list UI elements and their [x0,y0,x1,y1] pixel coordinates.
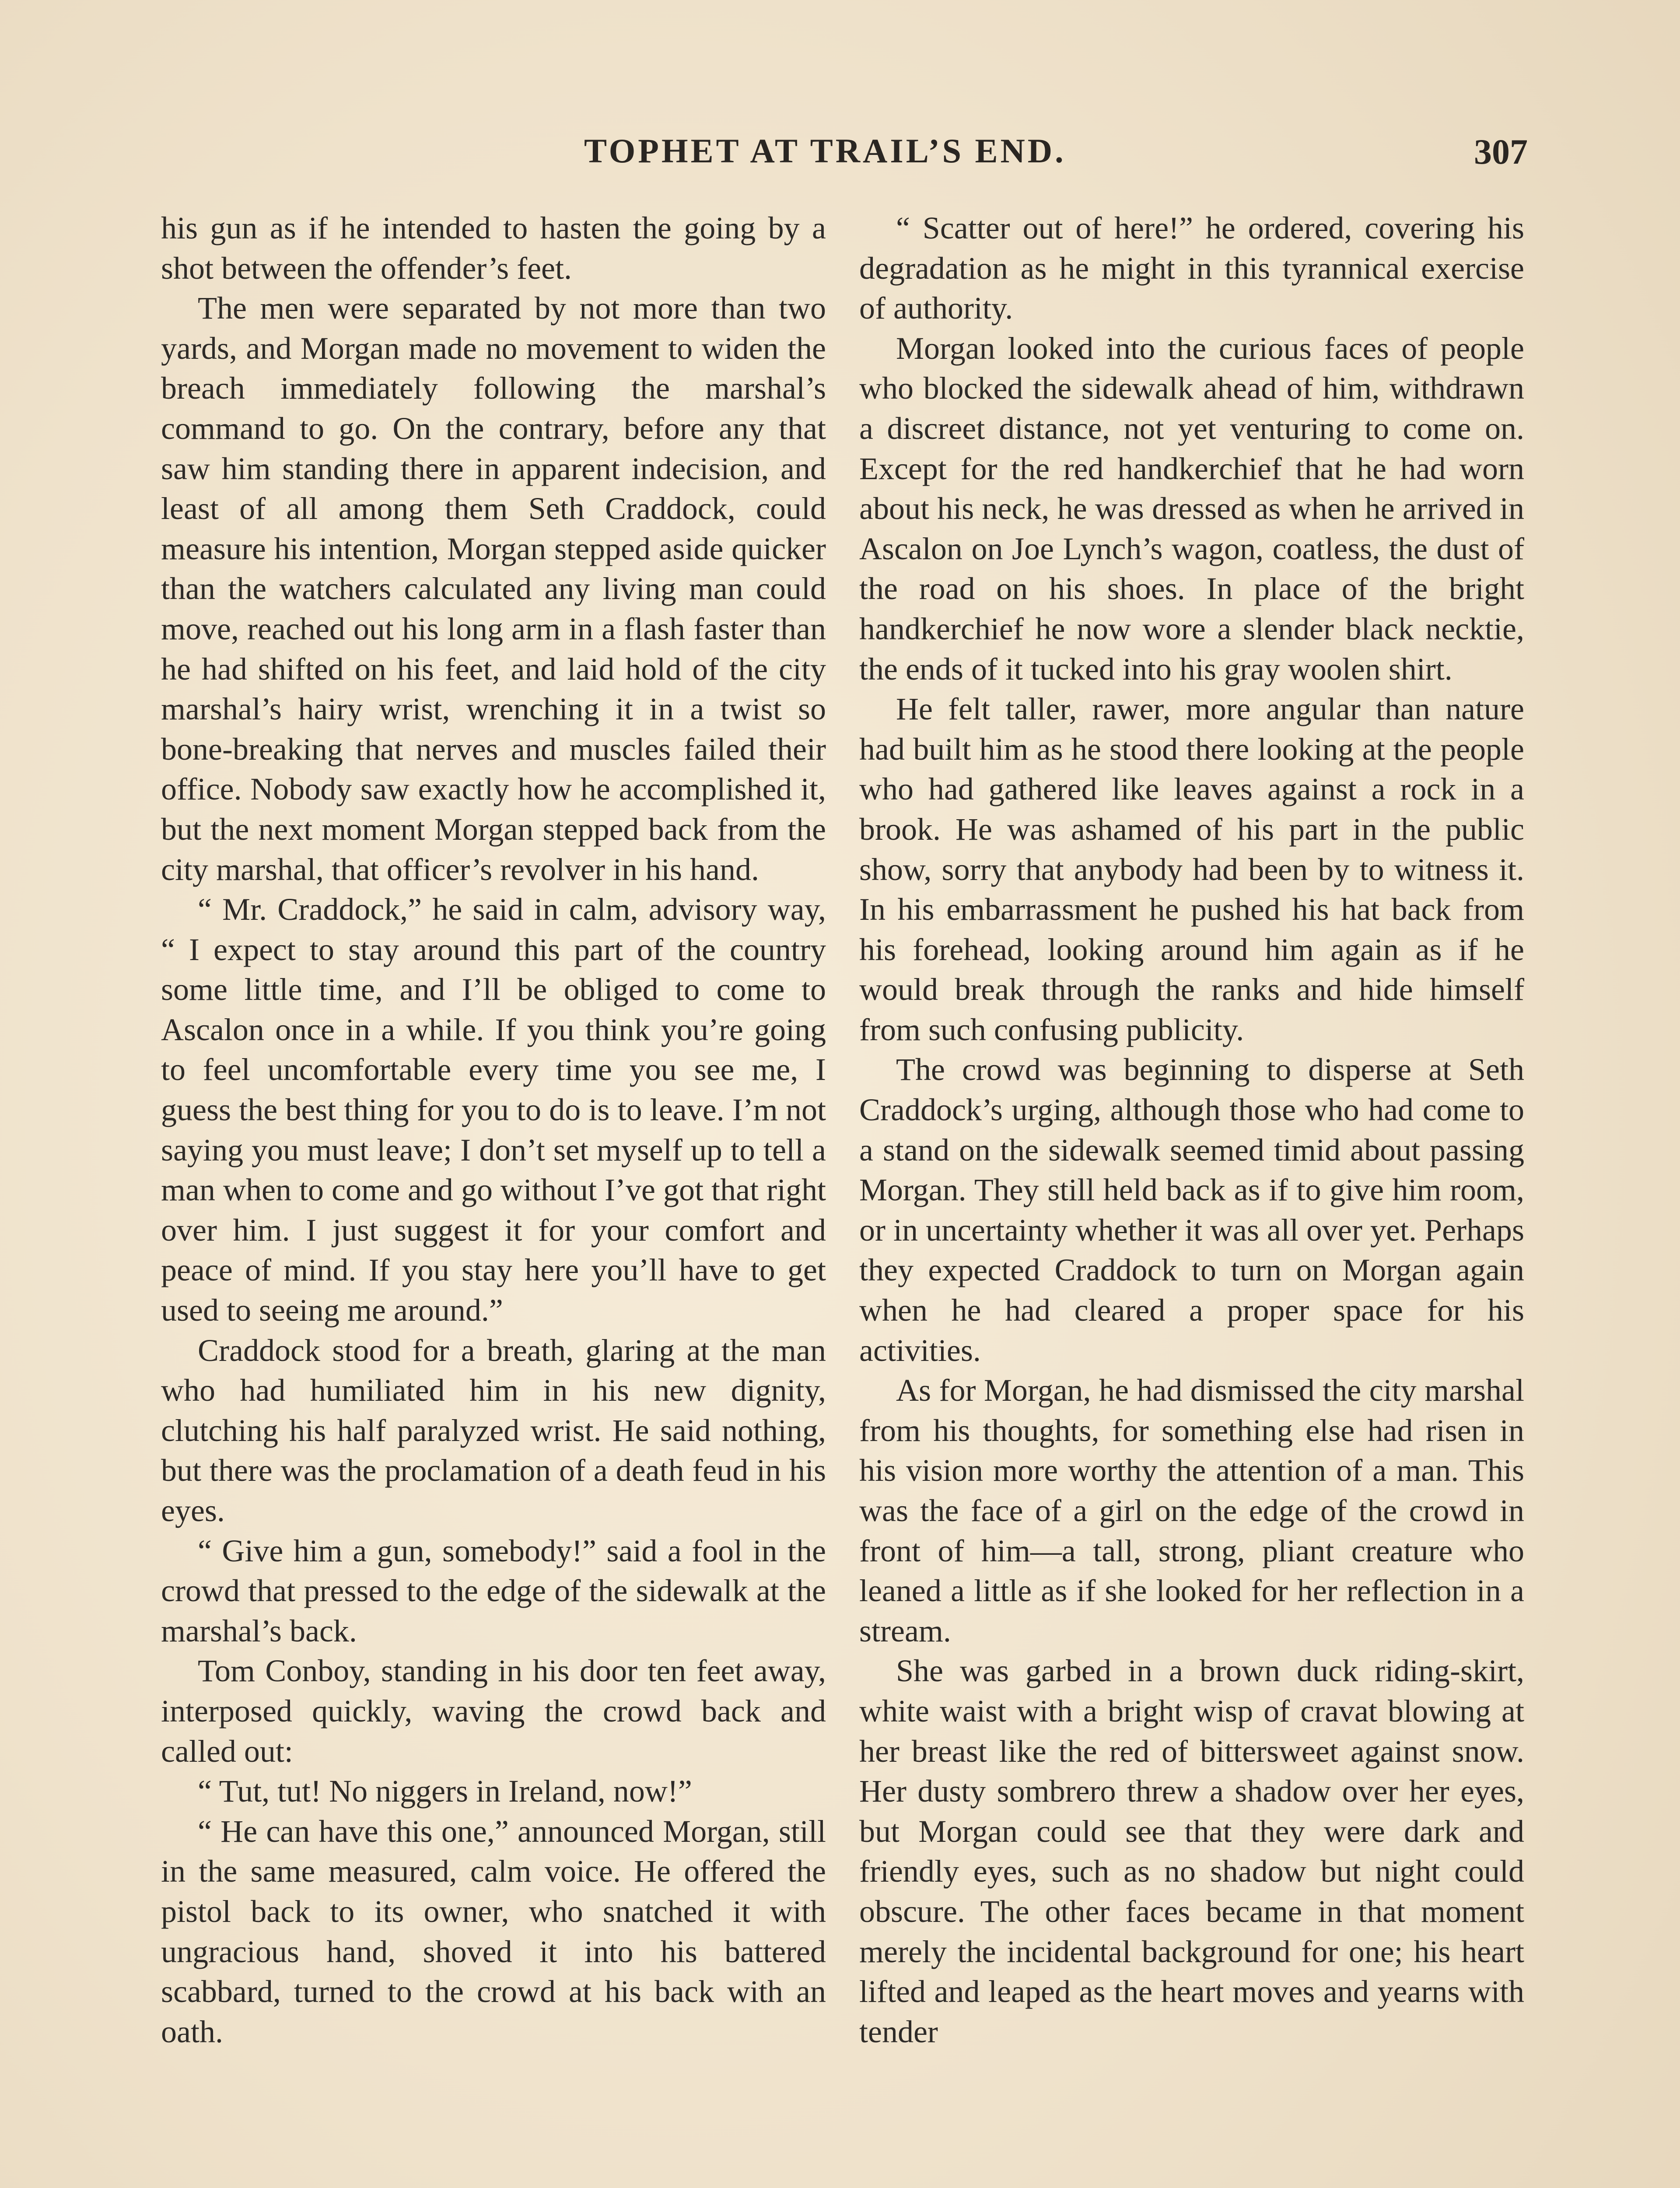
running-title: TOPHET AT TRAIL’S END. [584,132,1066,170]
paragraph: Craddock stood for a breath, glaring at the man who had humiliated him in his new dignity, clutching his half paralyzed wrist. He said nothing, but there was the proclamation of a death feud in his eyes. [161,1332,826,1528]
paragraph: The men were separated by not more than two yards, and Morgan made no movement to widen the breach immediately following the marshal’s command to go. On the contrary, before any that saw him standing there in apparent indecision, and least of all among them Seth Craddock, could measure his intention, Morgan stepped aside quicker than the watchers calculated any living man could move, reached out his long arm in a flash faster than he had shifted on his feet, and laid hold of the city marshal’s hairy wrist, wrenching it in a twist so bone-breaking that nerves and muscles failed their office. Nobody saw exactly how he accomplished it, but the next moment Morgan stepped back from the city marshal, that officer’s revolver in his hand. [161,291,826,887]
paragraph: Morgan looked into the curious faces of people who blocked the sidewalk ahead of him, withdrawn a discreet distance, not yet venturing to come on. Except for the red handkerchief that he had worn about his neck, he was dressed as when he arrived in Ascalon on Joe Lynch’s wagon, coatless, the dust of the road on his shoes. In place of the bright handkerchief he now wore a slender black necktie, the ends of it tucked into his gray woolen shirt. [859,330,1524,687]
left-column [161,208,826,2052]
paragraph: The crowd was beginning to disperse at Seth Craddock’s urging, although those who had come to a stand on the sidewalk seemed timid about passing Morgan. They still held back as if to give him room, or in uncertainty whether it was all over yet. Perhaps they expected Craddock to turn on Morgan again when he had cleared a proper space for his activities. [859,1052,1524,1368]
paragraph: She was garbed in a brown duck riding-skirt, white waist with a bright wisp of cravat blowing at her breast like the red of bittersweet against snow. Her dusty sombrero threw a shadow over her eyes, but Morgan could see that they were dark and friendly eyes, such as no shadow but night could obscure. The other faces became in that moment merely the incidental background for one; his heart lifted and leaped as the heart moves and yearns with tender [859,1653,1524,2049]
paragraph: “ Mr. Craddock,” he said in calm, advisory way, “ I expect to stay around this part of the country some little time, and I’ll be obliged to come to Ascalon once in a while. If you think you’re going to feel uncomfortable every time you see me, I guess the best thing for you to do is to leave. I’m not saying you must leave; I don’t set myself up to tell a man when to come and go without I’ve got that right over him. I just suggest it for your comfort and peace of mind. If you stay here you’ll have to get used to seeing me around.” [161,892,826,1328]
paragraph: “ Give him a gun, somebody!” said a fool in the crowd that pressed to the edge of the sidewalk at the marshal’s back. [161,1533,826,1648]
page-number: 307 [1474,132,1528,172]
paragraph: “ Scatter out of here!” he ordered, covering his degradation as he might in this tyrannical exercise of authority. [859,210,1524,326]
paragraph: As for Morgan, he had dismissed the city marshal from his thoughts, for something else had risen in his vision more worthy the attention of a man. This was the face of a girl on the edge of the crowd in front of him—a tall, strong, pliant creature who leaned a little as if she looked for her reflection in a stream. [859,1373,1524,1648]
paragraph: his gun as if he intended to hasten the going by a shot between the offender’s feet. [161,210,826,286]
paragraph: Tom Conboy, standing in his door ten feet away, interposed quickly, waving the crowd back and called out: [161,1653,826,1769]
paragraph: He felt taller, rawer, more angular than nature had built him as he stood there looking at the people who had gathered like leaves against a rock in a brook. He was ashamed of his part in the public show, sorry that anybody had been by to witness it. In his embarrassment he pushed his hat back from his forehead, looking around him again as if he would break through the ranks and hide himself from such confusing publicity. [859,691,1524,1047]
right-column [859,208,1524,2052]
paragraph: “ Tut, tut! No niggers in Ireland, now!” [198,1774,692,1809]
paragraph: “ He can have this one,” announced Morgan, still in the same measured, calm voice. He offered the pistol back to its owner, who snatched it with ungracious hand, shoved it into his battered scabbard, turned to the crowd at his back with an oath. [161,1813,826,2049]
